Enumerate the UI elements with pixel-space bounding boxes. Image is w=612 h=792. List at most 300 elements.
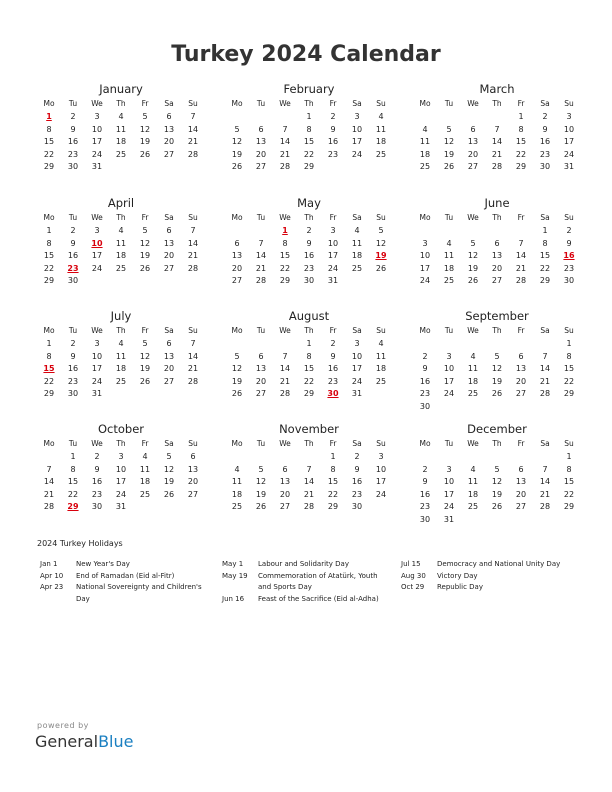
holiday-name: Commemoration of Atatürk, Youth and Sports Day — [258, 571, 378, 591]
day-cell: 23 — [91, 489, 103, 499]
day-cell: 18 — [467, 489, 479, 499]
day-cell: 24 — [563, 149, 575, 159]
day-cell: 8 — [518, 124, 524, 134]
day-cell: 26 — [491, 502, 503, 511]
weekday-header: Sa — [164, 213, 174, 222]
holiday-day-cell: 19 — [375, 251, 387, 260]
day-cell: 27 — [491, 276, 503, 285]
day-cell: 6 — [470, 124, 476, 134]
day-cell: 30 — [419, 514, 431, 524]
day-cell: 11 — [443, 251, 455, 260]
weekday-header: Sa — [164, 99, 174, 108]
day-cell: 16 — [67, 364, 79, 373]
day-cell: 6 — [258, 351, 264, 361]
day-cell: 1 — [306, 112, 312, 121]
empty-cell — [225, 225, 249, 238]
day-cell: 20 — [163, 137, 175, 146]
day-cell: 4 — [234, 464, 240, 474]
empty-cell — [225, 111, 249, 124]
day-cell: 7 — [494, 124, 500, 134]
day-cell: 6 — [190, 452, 196, 461]
holiday-name: Republic Day — [437, 583, 483, 591]
day-cell: 9 — [94, 464, 100, 474]
day-cell: 27 — [255, 162, 267, 171]
empty-cell — [485, 338, 509, 351]
day-cell: 14 — [255, 251, 267, 260]
weekday-header: We — [467, 439, 479, 448]
day-cell: 22 — [539, 263, 551, 273]
day-cell: 14 — [187, 351, 199, 361]
weekday-header: Sa — [164, 326, 174, 335]
holiday-column — [222, 559, 392, 605]
day-cell: 26 — [231, 389, 243, 398]
weekday-header: Mo — [231, 439, 243, 448]
day-cell: 18 — [231, 489, 243, 499]
holiday-name: Democracy and National Unity Day — [437, 560, 561, 568]
day-cell: 22 — [303, 376, 315, 386]
day-cell: 25 — [115, 149, 127, 159]
powered-by-label: powered by — [37, 721, 89, 730]
day-cell: 20 — [163, 364, 175, 373]
empty-cell — [249, 451, 273, 464]
weekday-header: Fr — [141, 213, 149, 222]
day-cell: 16 — [327, 364, 339, 373]
weekday-header: We — [279, 213, 291, 222]
day-cell: 3 — [94, 226, 100, 235]
day-cell: 13 — [279, 477, 291, 486]
month-grid — [225, 325, 393, 401]
day-cell: 19 — [491, 376, 503, 386]
day-cell: 30 — [67, 276, 79, 285]
day-cell: 9 — [70, 238, 76, 248]
day-cell: 28 — [515, 276, 527, 285]
day-cell: 22 — [43, 263, 55, 273]
day-cell: 23 — [539, 149, 551, 159]
empty-cell — [225, 451, 249, 464]
empty-cell — [249, 111, 273, 124]
day-cell: 12 — [139, 238, 151, 248]
day-cell: 15 — [303, 364, 315, 373]
day-cell: 9 — [354, 464, 360, 474]
day-cell: 23 — [67, 376, 79, 386]
day-cell: 26 — [231, 162, 243, 171]
day-cell: 28 — [279, 389, 291, 398]
day-cell: 30 — [419, 401, 431, 411]
day-cell: 11 — [375, 351, 387, 361]
day-cell: 18 — [375, 364, 387, 373]
day-cell: 5 — [258, 464, 264, 474]
weekday-header: Su — [376, 213, 386, 222]
day-cell: 2 — [306, 226, 312, 235]
weekday-header: Th — [492, 439, 502, 448]
day-cell: 29 — [43, 162, 55, 171]
day-cell: 16 — [303, 251, 315, 260]
day-cell: 16 — [67, 251, 79, 260]
day-cell: 2 — [566, 226, 572, 235]
day-cell: 25 — [467, 389, 479, 398]
day-cell: 8 — [566, 351, 572, 361]
weekday-header: Fr — [517, 439, 525, 448]
day-cell: 9 — [542, 124, 548, 134]
weekday-header: Tu — [444, 99, 454, 108]
day-cell: 6 — [518, 351, 524, 361]
weekday-header: We — [91, 326, 103, 335]
month-grid — [37, 325, 205, 401]
day-cell: 12 — [491, 477, 503, 486]
day-cell: 30 — [91, 502, 103, 511]
day-cell: 14 — [491, 137, 503, 146]
day-cell: 28 — [187, 376, 199, 386]
month-grid — [413, 438, 581, 526]
day-cell: 2 — [330, 339, 336, 348]
weekday-header: We — [91, 213, 103, 222]
day-cell: 19 — [491, 489, 503, 499]
day-cell: 28 — [43, 502, 55, 511]
weekday-header: Su — [188, 213, 198, 222]
day-cell: 11 — [351, 238, 363, 248]
day-cell: 17 — [419, 263, 431, 273]
logo-text-blue: Blue — [98, 732, 134, 751]
month-10 — [225, 422, 393, 514]
day-cell: 17 — [375, 477, 387, 486]
weekday-header: Sa — [352, 326, 362, 335]
day-cell: 13 — [187, 464, 199, 474]
day-cell: 28 — [187, 149, 199, 159]
day-cell: 23 — [67, 149, 79, 159]
day-cell: 26 — [139, 376, 151, 386]
day-cell: 27 — [467, 162, 479, 171]
holidays-title: 2024 Turkey Holidays — [37, 539, 123, 548]
day-cell: 18 — [115, 137, 127, 146]
weekday-header: Mo — [43, 213, 55, 222]
day-cell: 8 — [46, 351, 52, 361]
day-cell: 30 — [351, 502, 363, 511]
weekday-header: Sa — [540, 213, 550, 222]
empty-cell — [485, 225, 509, 238]
day-cell: 20 — [255, 149, 267, 159]
day-cell: 12 — [491, 364, 503, 373]
day-cell: 1 — [46, 339, 52, 348]
day-cell: 23 — [351, 489, 363, 499]
weekday-header: Fr — [141, 326, 149, 335]
weekday-header: Mo — [419, 439, 431, 448]
day-cell: 6 — [166, 339, 172, 348]
day-cell: 23 — [327, 149, 339, 159]
day-cell: 13 — [255, 364, 267, 373]
weekday-header: Su — [376, 326, 386, 335]
day-cell: 26 — [467, 276, 479, 285]
day-cell: 30 — [67, 162, 79, 171]
day-cell: 25 — [139, 489, 151, 499]
weekday-header: Mo — [43, 99, 55, 108]
day-cell: 10 — [563, 124, 575, 134]
empty-cell — [461, 111, 485, 124]
holiday-item — [40, 571, 205, 583]
empty-cell — [533, 451, 557, 464]
day-cell: 10 — [351, 124, 363, 134]
day-cell: 26 — [443, 162, 455, 171]
day-cell: 7 — [282, 124, 288, 134]
day-cell: 28 — [279, 162, 291, 171]
weekday-header: Su — [188, 99, 198, 108]
day-cell: 12 — [467, 251, 479, 260]
month-name: October — [97, 422, 145, 436]
empty-cell — [273, 338, 297, 351]
empty-cell — [461, 338, 485, 351]
holiday-day-cell: 30 — [327, 389, 339, 398]
day-cell: 26 — [163, 489, 175, 499]
day-cell: 11 — [115, 238, 127, 248]
day-cell: 16 — [419, 376, 431, 386]
day-cell: 11 — [115, 351, 127, 361]
day-cell: 7 — [190, 112, 196, 121]
day-cell: 30 — [563, 276, 575, 285]
day-cell: 1 — [46, 226, 52, 235]
empty-cell — [485, 111, 509, 124]
day-cell: 4 — [378, 112, 384, 121]
weekday-header: Fr — [517, 99, 525, 108]
day-cell: 24 — [443, 389, 455, 398]
day-cell: 10 — [443, 477, 455, 486]
day-cell: 31 — [91, 162, 103, 171]
weekday-header: We — [467, 213, 479, 222]
day-cell: 9 — [70, 351, 76, 361]
day-cell: 24 — [375, 489, 387, 499]
day-cell: 16 — [91, 477, 103, 486]
day-cell: 11 — [419, 137, 431, 146]
day-cell: 20 — [231, 263, 243, 273]
weekday-header: We — [91, 99, 103, 108]
day-cell: 3 — [566, 112, 572, 121]
holiday-name: Victory Day — [437, 571, 478, 580]
day-cell: 10 — [375, 464, 387, 474]
weekday-header: We — [467, 99, 479, 108]
day-cell: 14 — [539, 364, 551, 373]
holiday-item — [222, 594, 392, 606]
day-cell: 7 — [542, 464, 548, 474]
empty-cell — [509, 225, 533, 238]
empty-cell — [413, 225, 437, 238]
weekday-header: Fr — [517, 326, 525, 335]
month-11 — [413, 422, 581, 526]
day-cell: 10 — [351, 351, 363, 361]
month-name: July — [110, 309, 132, 323]
weekday-header: Su — [376, 439, 386, 448]
weekday-header: Tu — [68, 213, 78, 222]
day-cell: 18 — [115, 364, 127, 373]
day-cell: 2 — [422, 464, 428, 474]
month-grid — [225, 212, 393, 288]
weekday-header: Fr — [517, 213, 525, 222]
day-cell: 4 — [470, 351, 476, 361]
holiday-day-cell: 15 — [43, 364, 55, 373]
day-cell: 2 — [422, 351, 428, 361]
weekday-header: Tu — [256, 326, 266, 335]
day-cell: 15 — [515, 137, 527, 146]
day-cell: 4 — [142, 452, 148, 461]
month-grid — [225, 438, 393, 514]
day-cell: 9 — [306, 238, 312, 248]
day-cell: 12 — [255, 477, 267, 486]
day-cell: 7 — [190, 339, 196, 348]
day-cell: 8 — [306, 124, 312, 134]
empty-cell — [437, 111, 461, 124]
day-cell: 17 — [351, 364, 363, 373]
day-cell: 17 — [91, 251, 103, 260]
empty-cell — [37, 451, 61, 464]
day-cell: 2 — [330, 112, 336, 121]
day-cell: 18 — [351, 251, 363, 260]
day-cell: 19 — [443, 149, 455, 159]
weekday-header: We — [91, 439, 103, 448]
weekday-header: Tu — [68, 439, 78, 448]
weekday-header: Tu — [444, 326, 454, 335]
day-cell: 23 — [419, 389, 431, 398]
day-cell: 6 — [282, 464, 288, 474]
day-cell: 16 — [67, 137, 79, 146]
day-cell: 24 — [443, 502, 455, 511]
weekday-header: Fr — [141, 439, 149, 448]
empty-cell — [225, 338, 249, 351]
day-cell: 11 — [375, 124, 387, 134]
day-cell: 29 — [43, 389, 55, 398]
day-cell: 30 — [303, 276, 315, 285]
month-7 — [225, 309, 393, 401]
day-cell: 21 — [279, 376, 291, 386]
empty-cell — [413, 338, 437, 351]
day-cell: 5 — [470, 238, 476, 248]
day-cell: 3 — [446, 351, 452, 361]
empty-cell — [273, 451, 297, 464]
day-cell: 2 — [70, 339, 76, 348]
holiday-column — [40, 559, 205, 605]
day-cell: 9 — [422, 477, 428, 486]
day-cell: 28 — [539, 502, 551, 511]
day-cell: 31 — [351, 389, 363, 398]
empty-cell — [413, 451, 437, 464]
day-cell: 13 — [515, 477, 527, 486]
day-cell: 15 — [67, 477, 79, 486]
day-cell: 29 — [303, 162, 315, 171]
weekday-header: Sa — [540, 326, 550, 335]
day-cell: 13 — [231, 251, 243, 260]
day-cell: 8 — [566, 464, 572, 474]
day-cell: 21 — [515, 263, 527, 273]
holiday-item — [222, 571, 392, 594]
day-cell: 20 — [491, 263, 503, 273]
day-cell: 8 — [542, 238, 548, 248]
weekday-header: Su — [564, 213, 574, 222]
day-cell: 3 — [94, 339, 100, 348]
day-cell: 6 — [166, 226, 172, 235]
holiday-date: Aug 30 — [401, 571, 426, 580]
day-cell: 4 — [422, 124, 428, 134]
day-cell: 26 — [375, 263, 387, 273]
day-cell: 1 — [70, 452, 76, 461]
page-title: Turkey 2024 Calendar — [171, 42, 441, 67]
day-cell: 6 — [234, 238, 240, 248]
month-name: May — [297, 196, 321, 210]
day-cell: 2 — [354, 452, 360, 461]
day-cell: 22 — [563, 376, 575, 386]
weekday-header: Tu — [444, 439, 454, 448]
day-cell: 8 — [330, 464, 336, 474]
day-cell: 10 — [115, 464, 127, 474]
month-0 — [37, 82, 205, 174]
weekday-header: Th — [116, 213, 126, 222]
weekday-header: Th — [492, 99, 502, 108]
day-cell: 17 — [443, 376, 455, 386]
day-cell: 5 — [142, 339, 148, 348]
holiday-date: May 1 — [222, 560, 244, 568]
day-cell: 19 — [255, 489, 267, 499]
day-cell: 5 — [234, 124, 240, 134]
weekday-header: Fr — [141, 99, 149, 108]
holiday-day-cell: 16 — [563, 251, 575, 260]
weekday-header: We — [467, 326, 479, 335]
day-cell: 21 — [255, 263, 267, 273]
day-cell: 9 — [330, 124, 336, 134]
day-cell: 17 — [91, 364, 103, 373]
day-cell: 14 — [43, 477, 55, 486]
day-cell: 21 — [539, 489, 551, 499]
weekday-header: Tu — [256, 99, 266, 108]
holiday-column — [401, 559, 571, 594]
holiday-date: Oct 29 — [401, 583, 425, 591]
day-cell: 24 — [115, 489, 127, 499]
day-cell: 27 — [163, 149, 175, 159]
day-cell: 20 — [515, 376, 527, 386]
day-cell: 6 — [494, 238, 500, 248]
weekday-header: Th — [116, 99, 126, 108]
day-cell: 19 — [139, 137, 151, 146]
weekday-header: Th — [304, 439, 314, 448]
generalblue-logo[interactable] — [35, 732, 133, 751]
day-cell: 13 — [467, 137, 479, 146]
day-cell: 28 — [187, 263, 199, 273]
day-cell: 4 — [118, 112, 124, 121]
day-cell: 18 — [115, 251, 127, 260]
day-cell: 18 — [443, 263, 455, 273]
day-cell: 12 — [139, 124, 151, 134]
day-cell: 15 — [279, 251, 291, 260]
day-cell: 18 — [467, 376, 479, 386]
day-cell: 21 — [279, 149, 291, 159]
month-4 — [225, 196, 393, 288]
day-cell: 15 — [43, 137, 55, 146]
day-cell: 9 — [422, 364, 428, 373]
day-cell: 24 — [351, 376, 363, 386]
day-cell: 1 — [306, 339, 312, 348]
month-2 — [413, 82, 581, 174]
day-cell: 25 — [419, 162, 431, 171]
day-cell: 10 — [419, 251, 431, 260]
weekday-header: Th — [492, 213, 502, 222]
day-cell: 15 — [43, 251, 55, 260]
day-cell: 2 — [70, 112, 76, 121]
day-cell: 11 — [231, 477, 243, 486]
day-cell: 27 — [255, 389, 267, 398]
day-cell: 3 — [354, 339, 360, 348]
weekday-header: Su — [564, 99, 574, 108]
empty-cell — [461, 451, 485, 464]
day-cell: 13 — [255, 137, 267, 146]
day-cell: 17 — [443, 489, 455, 499]
day-cell: 24 — [91, 263, 103, 273]
empty-cell — [273, 111, 297, 124]
day-cell: 27 — [279, 502, 291, 511]
day-cell: 14 — [279, 364, 291, 373]
